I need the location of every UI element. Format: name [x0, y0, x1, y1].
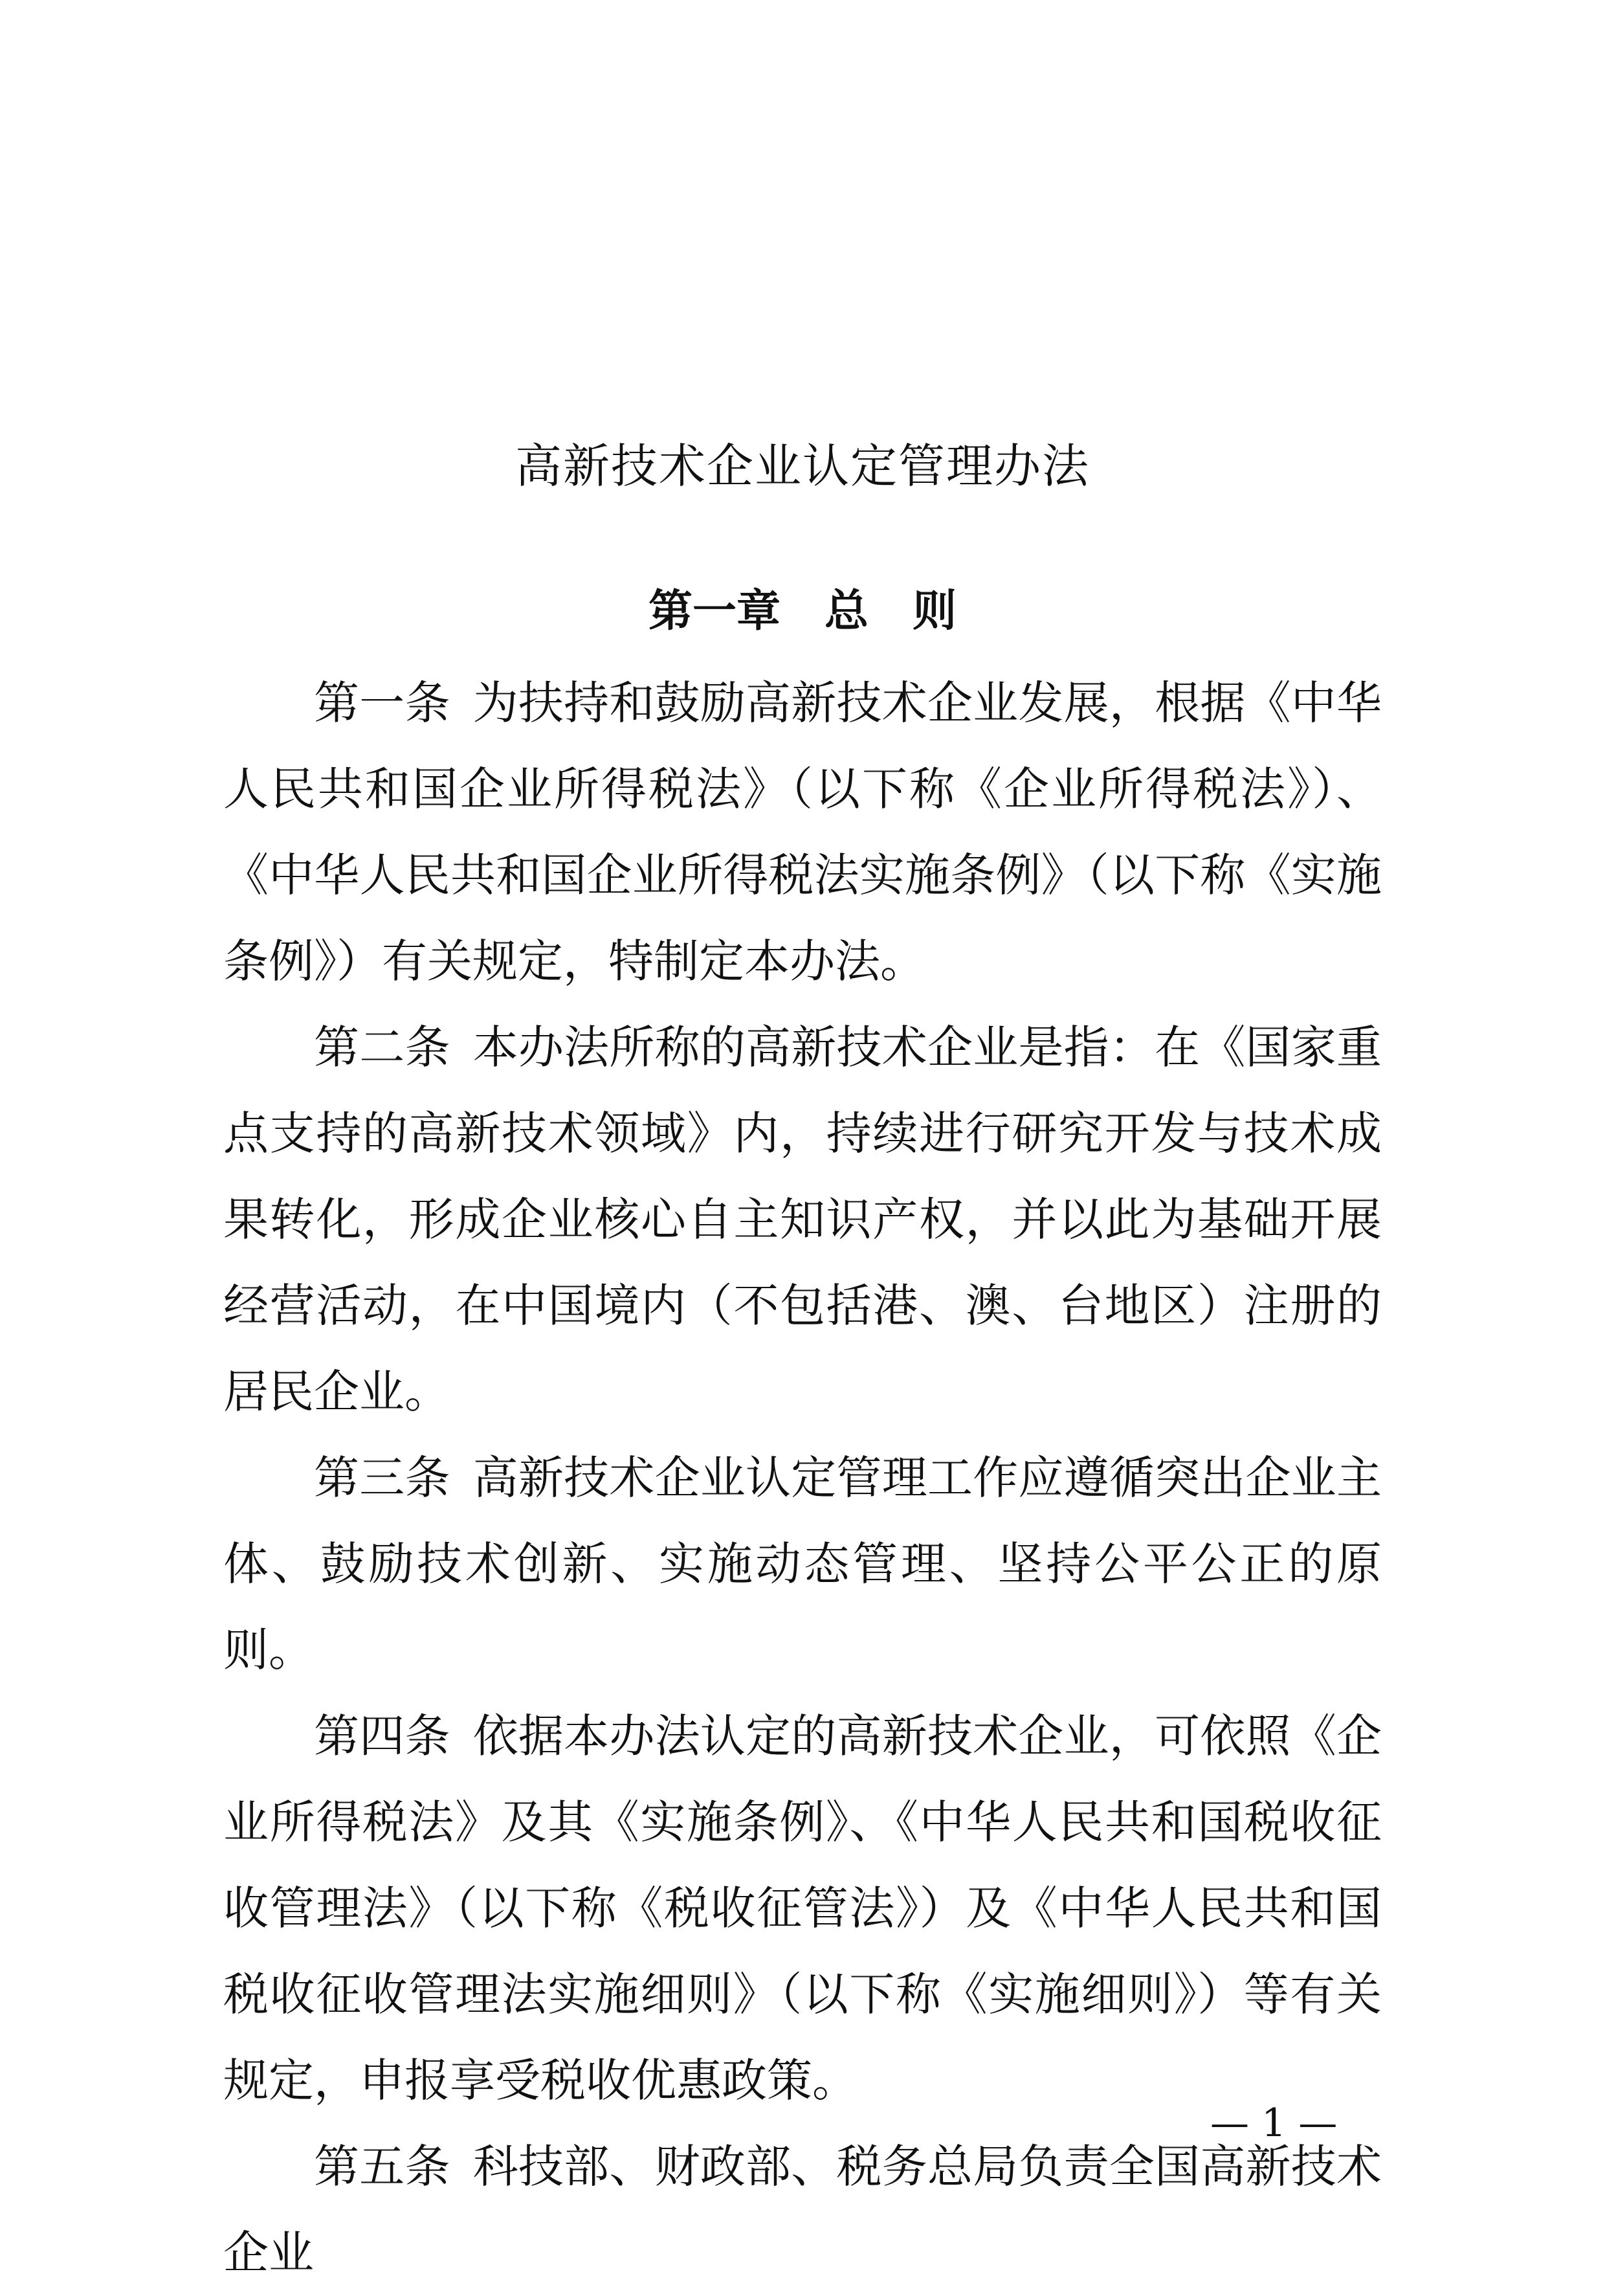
article-label: 第三条 — [314, 1451, 450, 1504]
article-5 — [223, 2124, 1382, 2296]
document-title: 高新技术企业认定管理办法 — [515, 439, 1090, 493]
article-label: 第二条 — [314, 1021, 450, 1074]
article-text: 本办法所称的高新技术企业是指：在《国家重点支持的高新技术领域》内，持续进行研究开发与技术成果转化，形成企业核心自主知识产权，并以此为基础开展经营活动，在中国境内（不包括港、澳、台地区）注册的居民企业。 — [223, 1021, 1382, 1418]
article-text: 高新技术企业认定管理工作应遵循突出企业主体、鼓励技术创新、实施动态管理、坚持公平公正的原则。 — [223, 1451, 1382, 1677]
document-body — [223, 660, 1382, 2296]
article-text: 依据本办法认定的高新技术企业，可依照《企业所得税法》及其《实施条例》、《中华人民共和国税收征收管理法》（以下称《税收征管法》）及《中华人民共和国税收征收管理法实施细则》（以下称《实施细则》）等有关规定，申报享受税收优惠政策。 — [223, 1710, 1382, 2107]
article-text: 科技部、财政部、税务总局负责全国高新技术企业 — [223, 2140, 1382, 2279]
page-number: — 1 — — [1210, 2101, 1338, 2146]
article-text: 为扶持和鼓励高新技术企业发展，根据《中华人民共和国企业所得税法》（以下称《企业所得税法》）、《中华人民共和国企业所得税法实施条例》（以下称《实施条例》）有关规定，特制定本办法。 — [223, 676, 1382, 988]
article-2 — [223, 1005, 1382, 1435]
article-3 — [223, 1435, 1382, 1693]
article-label: 第一条 — [314, 676, 450, 730]
chapter-heading: 第一章 总 则 — [648, 586, 957, 637]
article-4 — [223, 1693, 1382, 2124]
article-label: 第四条 — [314, 1710, 450, 1763]
article-1 — [223, 660, 1382, 1005]
article-label: 第五条 — [314, 2140, 450, 2193]
